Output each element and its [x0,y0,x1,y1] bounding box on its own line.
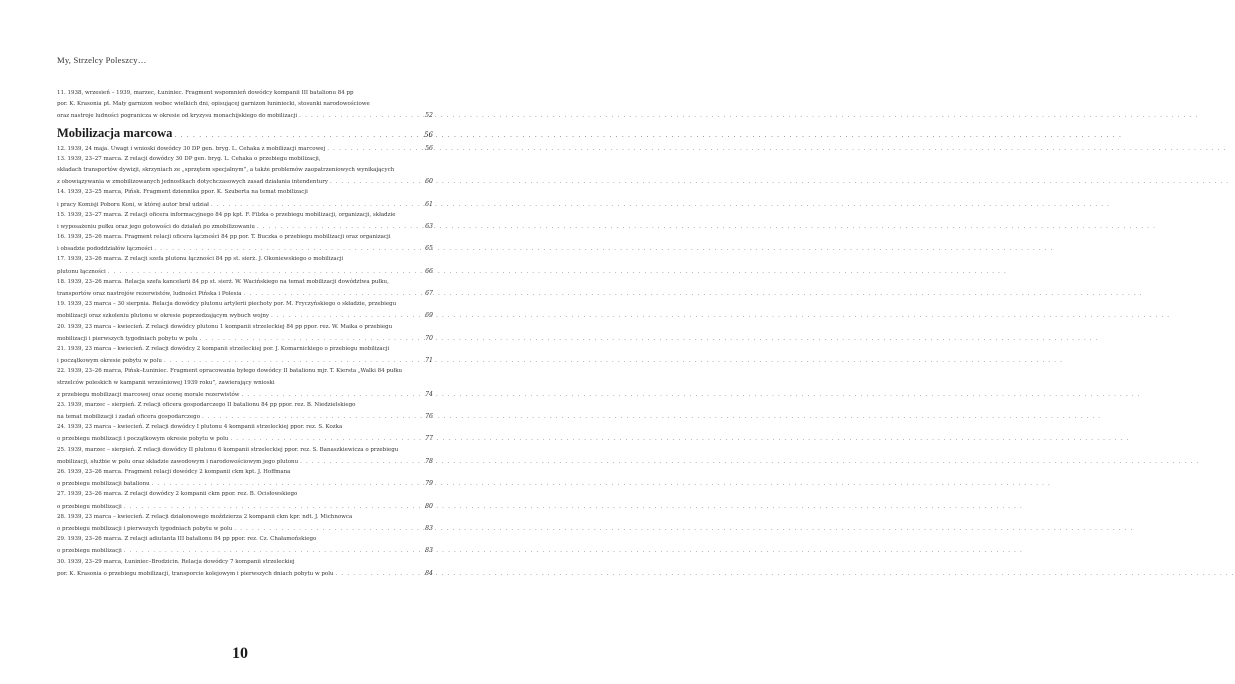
toc-entry-line [57,467,433,478]
toc-entry[interactable] [57,322,433,344]
dot-leader [327,144,421,155]
toc-entry-text: 12. 1939, 24 maja. Uwagi i wnioski dowódcy 30 DP gen. bryg. L. Cehaka z mobilizacji marcowej [57,145,326,152]
toc-entry[interactable] [57,210,433,232]
toc-entry-line [57,199,433,210]
toc-entry-line [57,378,433,389]
toc-entry-text: o przebiegu mobilizacji [57,503,122,510]
toc-entry-line [57,400,433,411]
toc-entry-text: 18. 1939, 23–26 marca. Relacja szefa kancelarii 84 pp st. sierż. W. Wacińskiego na temat mobilizacji dowództwa pułku, [57,278,389,285]
dot-leader [330,177,421,188]
toc-entry-line [57,176,433,187]
toc-entry-line [57,165,433,176]
toc-entry-text: o przebiegu mobilizacji i początkowym okresie pobytu w polu [57,436,229,443]
toc-entry-text: oraz nastroje ludności pogranicza w okresie od kryzysu monachijskiego do mobilizacji [57,113,298,120]
toc-page-number: 70 [425,334,433,342]
toc-entry-text: 28. 1939, 23 marca – kwiecień. Z relacji działonowego moździerza 2 kompanii ckm kpr. ndt. J. Michnowca [57,513,353,520]
toc-page-number: 61 [425,200,433,208]
toc-entry-text: mobilizacji oraz szkoleniu plutonu w okresie poprzedzającym wybuch wojny [57,313,269,320]
toc-page-number: 83 [425,524,433,532]
toc-page-number: 79 [425,480,433,488]
toc-entry-line [57,433,433,444]
toc-entry-line [57,389,433,400]
toc-entry-text: 26. 1939, 23–26 marca. Fragment relacji dowódcy 2 kompanii ckm kpt. J. Hoffmana [57,469,291,475]
toc-entry-text: składach transportów dywizji, skrzyniach ze „sprzętem specjalnym”, a także problemów zaopatrzeniowych wynikających [57,166,395,173]
toc-entry[interactable] [57,299,433,321]
toc-entry-line [57,88,433,99]
toc-page-number: 83 [425,547,433,555]
toc-entry-line [57,456,433,467]
toc-entry-text: 27. 1939, 23–26 marca. Z relacji dowódcy 2 kompanii ckm ppor. rez. B. Ocisłowskiego [57,491,298,498]
toc-entry-line [57,501,433,512]
section-title: Mobilizacja marcowa [57,125,173,140]
toc-page-number: 69 [425,312,433,320]
toc-entry[interactable] [57,400,433,422]
toc-entry[interactable] [57,344,433,366]
toc-entry-line [57,143,433,154]
toc-page-number: 65 [425,245,433,253]
toc-entry-text: o przebiegu mobilizacji i pierwszych tygodniach pobytu w polu [57,525,233,532]
toc-entry-text: z przebiegu mobilizacji marcowej oraz ocenę morale rezerwistów [57,391,240,398]
toc-entry[interactable] [57,187,433,209]
toc-entry-line [57,344,433,355]
dot-leader [174,132,421,139]
toc-entry[interactable] [57,534,433,556]
toc-page-number: 71 [425,357,433,365]
toc-entry-text: o przebiegu mobilizacji batalionu [57,481,150,488]
toc-page-number: 78 [425,457,433,465]
toc-entry-text: 24. 1939, 23 marca – kwiecień. Z relacji dowódcy I plutonu 4 kompanii strzeleckiej ppor. rez. S. Kozka [57,424,343,431]
toc-entry-text: 15. 1939, 23–27 marca. Z relacji oficera informacyjnego 84 pp kpt. F. Filzka o przebiegu mobilizacji, organizacji, składzie [57,211,396,218]
toc-entry-line [57,277,433,288]
toc-entry-line [57,557,433,568]
toc-entry-text: 16. 1939, 25–26 marca. Fragment relacji oficera łączności 84 pp por. T. Buczka o przebiegu mobilizacji oraz organizacji [57,234,391,241]
section-heading-line [57,126,433,142]
toc-entry-text: 11. 1938, wrzesień – 1939, marzec, Łuniniec. Fragment wspomnień dowódcy kompanii III batalionu 84 pp [57,90,354,96]
toc-page-number: 76 [425,413,433,421]
toc-entry-text: o przebiegu mobilizacji [57,548,122,555]
toc-page-number: 77 [425,435,433,443]
toc-entry-line [57,523,433,534]
toc-entry[interactable] [57,422,433,444]
toc-page-number: 67 [425,290,433,297]
toc-entry[interactable] [57,489,433,511]
toc-entry-text: 13. 1939, 23–27 marca. Z relacji dowódcy 30 DP gen. bryg. L. Cehaka o przebiegu mobilizacji, [57,155,321,162]
toc-entry-text: 14. 1939, 23–25 marca, Pińsk. Fragment dziennika ppor. K. Szuberta na temat mobilizacji [57,189,308,196]
toc-entry[interactable] [57,445,433,467]
toc-page-number: 63 [425,222,433,230]
dot-leader [299,111,421,122]
toc-entry-line [57,254,433,265]
toc-entry[interactable] [57,366,433,400]
toc-entry-line [57,422,433,433]
toc-entry-line [57,355,433,366]
toc-entry-text: 30. 1939, 23–29 marca, Łuniniec–Brodzicin. Relacja dowódcy 7 kompanii strzeleckiej [57,558,295,565]
toc-entry-line [57,366,433,377]
toc-entry-text: i wyposażeniu pułku oraz jego gotowości do działań po zmobilizowaniu [57,223,255,230]
toc-entry-text: por. K. Krasonia pt. Mały garnizon wobec wielkich dni, opisującej garnizon łuniniecki, stosunki narodowościowe [57,101,370,108]
toc-entry[interactable] [57,232,433,254]
toc-entry[interactable] [57,88,433,122]
toc-entry-line [57,154,433,165]
toc-page-number: 52 [425,112,433,120]
toc-entry[interactable] [57,467,433,489]
toc-entry-text: z obowiązywania w zmobilizowanych jednostkach dotychczasowych zasad działania intendentury [57,179,328,186]
toc-entry-text: strzelców poleskich w kampanii wrześniowej 1939 roku”, zawierający wnioski [57,379,275,386]
toc-page-number: 60 [425,178,433,186]
dot-leader [336,569,421,580]
toc-entry-text: 25. 1939, marzec – sierpień. Z relacji dowódcy II plutonu 6 kompanii strzeleckiej ppor. rez. S. Banaszkiewicza o przebiegu [57,446,399,453]
toc-entry-text: i obsadzie pododdziałów łączności [57,246,153,253]
toc-entry-line [57,512,433,523]
toc-entry-line [57,534,433,545]
toc-entry-line [57,310,433,321]
toc-entry-text: 20. 1939, 23 marca – kwiecień. Z relacji dowódcy plutonu 1 kompanii strzeleckiej 84 pp ppor. rez. W. Maika o przebiegu [57,323,393,330]
toc-entry-line [57,187,433,198]
toc-page-number: 80 [425,502,433,510]
toc-entry[interactable] [57,254,433,276]
toc-entry[interactable] [57,154,433,188]
toc-entry-text: i pracy Komisji Poboru Koni, w której autor brał udział [57,201,209,208]
toc-entry-text: 29. 1939, 23–26 marca. Z relacji adiutanta III batalionu 84 pp ppor. rez. Cz. Chałamońskiego [57,536,317,543]
toc-entry-text: por. K. Krasonia o przebiegu mobilizacji, transporcie kolejowym i pierwszych dniach pobytu w polu [57,570,334,577]
toc-entry-line [57,545,433,556]
toc-entry-text: mobilizacji, służbie w polu oraz składzie zawodowym i narodowościowym jego plutonu [57,458,299,465]
toc-entry[interactable] [57,557,433,579]
toc-entry-text: mobilizacji i pierwszych tygodniach pobytu w polu [57,335,198,342]
toc-entry-text: 22. 1939, 23–26 marca, Pińsk–Łuniniec. Fragment opracowania byłego dowódcy II batalionu mjr. T. Kiersta „Walki 84 pułku [57,368,403,375]
toc-entry-line [57,110,433,121]
toc-entry-line [57,266,433,277]
toc-page-number: 66 [425,267,433,275]
table-of-contents [57,88,433,579]
toc-entry-line [57,322,433,333]
toc-entry-line [57,489,433,500]
section-page-number: 56 [424,130,433,139]
toc-entry-line [57,568,433,579]
toc-entry-line [57,299,433,310]
toc-entry-text: transportów oraz nastrojów rezerwistów, ludności Pińska i Polesia [57,291,242,297]
toc-entry-line [57,288,433,299]
toc-entry[interactable] [57,277,433,299]
toc-entry-line [57,221,433,232]
toc-page-number: 74 [425,390,433,398]
toc-entry-line [57,333,433,344]
toc-entry-text: 21. 1939, 23 marca – kwiecień. Z relacji dowódcy 2 kompanii strzeleckiej por. J. Komarnickiego o przebiegu mobilizacji [57,345,390,352]
page-number: 10 [232,645,248,662]
toc-entry-line [57,478,433,489]
toc-entry[interactable] [57,143,433,154]
toc-entry-line [57,232,433,243]
dot-leader [300,457,421,468]
toc-entry-line [57,99,433,110]
toc-entry-text: 23. 1939, marzec – sierpień. Z relacji oficera gospodarczego II batalionu 84 pp ppor. rez. B. Niedzielskiego [57,401,356,408]
toc-entry-line [57,243,433,254]
toc-entry-line [57,411,433,422]
toc-page-number: 56 [425,144,433,152]
toc-entry-line [57,210,433,221]
running-header: My, Strzelcy Poleszcy… [57,55,147,65]
section-heading[interactable] [57,126,433,142]
toc-entry-text: plutonu łączności [57,268,106,275]
toc-entry-text: na temat mobilizacji i zadań oficera gospodarczego [57,414,201,421]
toc-entry[interactable] [57,512,433,534]
toc-entry-text: 19. 1939, 23 marca – 30 sierpnia. Relacja dowódcy plutonu artylerii piechoty por. M. Fryczyńskiego o składzie, przebiegu [57,301,397,308]
toc-entry-line [57,445,433,456]
toc-entry-text: i początkowym okresie pobytu w polu [57,358,162,365]
toc-entry-text: 17. 1939, 23–26 marca. Z relacji szefa plutonu łączności 84 pp st. sierż. J. Okoniewskiego o mobilizacji [57,256,344,263]
toc-page-number: 84 [425,569,433,577]
